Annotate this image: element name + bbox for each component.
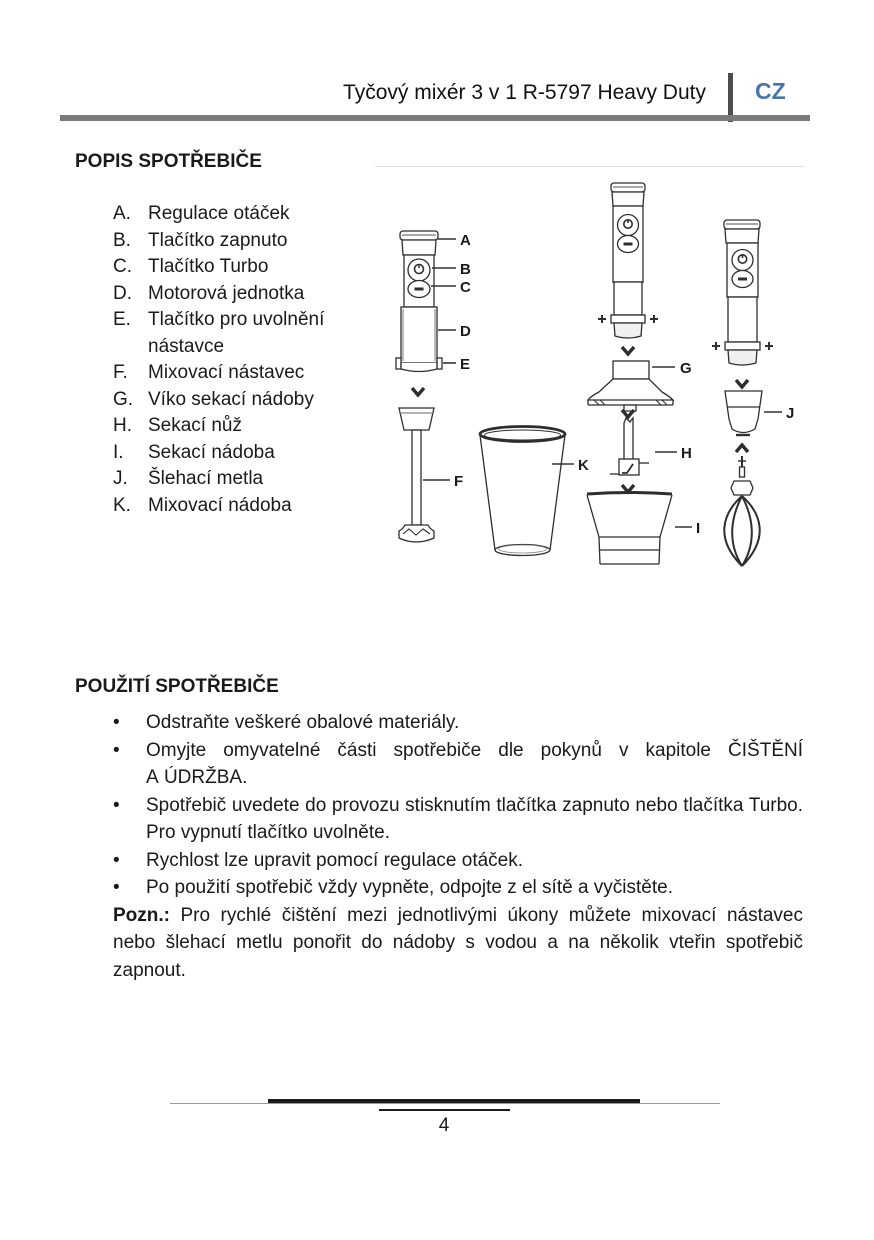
down-arrow-icon	[736, 380, 748, 387]
appliance-diagram-svg	[375, 167, 805, 626]
language-badge: CZ	[755, 78, 786, 104]
list-item	[113, 387, 353, 414]
motor-unit-middle	[611, 183, 645, 338]
down-arrow-icon	[622, 347, 634, 354]
blending-shaft	[399, 408, 434, 542]
bullet-text: Spotřebič uvedete do provozu stisknutím tlačítka zapnuto nebo tlačítka Turbo. Pro vypnutí tlačítko uvolněte.	[146, 794, 803, 843]
note-text: Pro rychlé čištění mezi jednotlivými úkony můžete mixovací nástavec nebo šlehací metlu ponořit do nádoby s vodou a na několik vteřin spotřebič zapnout.	[113, 904, 803, 981]
item-label: Mixovací nádoba	[148, 494, 292, 516]
bullet-text: Omyjte omyvatelné části spotřebiče dle pokynů v kapitole ČIŠTĚNÍ A ÚDRŽBA.	[146, 739, 803, 788]
list-item	[113, 201, 353, 228]
note-label: Pozn.:	[113, 904, 170, 926]
item-label: Sekací nádoba	[148, 441, 275, 463]
list-item	[113, 466, 353, 493]
description-heading: POPIS SPOTŘEBIČE	[75, 151, 262, 172]
whisk-gearbox	[725, 391, 762, 435]
bullet-text: Po použití spotřebič vždy vypněte, odpojte z el sítě a vyčistěte.	[146, 877, 673, 898]
item-letter: H.	[113, 415, 132, 436]
item-label: Šlehací metla	[148, 468, 264, 489]
up-arrow-icon	[736, 445, 748, 452]
item-letter: G.	[113, 388, 134, 410]
list-item	[113, 254, 353, 281]
item-label: Víko sekací nádoby	[148, 388, 314, 410]
item-label: Sekací nůž	[148, 415, 242, 436]
appliance-diagram	[375, 166, 805, 626]
callout-letter-b: B	[460, 261, 471, 278]
item-letter: A.	[113, 203, 131, 224]
motor-unit-front	[396, 231, 442, 372]
item-letter: B.	[113, 229, 131, 251]
callout-letter-g: G	[680, 360, 692, 377]
bullet-icon: •	[113, 794, 120, 816]
item-label: Tlačítko zapnuto	[148, 229, 288, 251]
item-label: Tlačítko pro uvolnění nástavce	[148, 309, 325, 357]
item-letter: D.	[113, 282, 132, 304]
parts-list	[113, 201, 353, 519]
usage-body	[113, 709, 803, 984]
list-item	[113, 440, 353, 467]
callout-letter-d: D	[460, 323, 471, 340]
list-item	[113, 493, 353, 520]
motor-unit-right	[724, 220, 760, 365]
callout-letter-j: J	[786, 405, 795, 422]
item-letter: K.	[113, 494, 131, 516]
whisk	[724, 456, 759, 566]
list-item	[113, 360, 353, 387]
callout-letter-i: I	[696, 520, 701, 537]
callout-letter-a: A	[460, 232, 471, 249]
callout-letter-h: H	[681, 445, 692, 462]
item-letter: C.	[113, 256, 132, 277]
bullet-text: Odstraňte veškeré obalové materiály.	[146, 712, 460, 733]
callout-letter-k: K	[578, 457, 589, 474]
list-item	[113, 307, 353, 360]
item-letter: F.	[113, 362, 128, 383]
item-label: Mixovací nástavec	[148, 362, 305, 383]
page-number: 4	[438, 1115, 450, 1136]
bullet-item	[113, 792, 803, 847]
bullet-item	[113, 737, 803, 792]
bullet-icon: •	[113, 739, 120, 761]
bullet-icon: •	[113, 712, 120, 733]
item-letter: E.	[113, 309, 131, 330]
callout-letter-f: F	[454, 473, 464, 490]
chopper-lid	[588, 361, 673, 411]
down-arrow-icon	[412, 388, 424, 395]
bullet-icon: •	[113, 877, 120, 898]
item-letter: I.	[113, 441, 124, 463]
footer-rule-short	[379, 1109, 510, 1111]
page-title: Tyčový mixér 3 v 1 R-5797 Heavy Duty	[343, 81, 706, 104]
mixing-beaker	[480, 427, 565, 556]
header-rule	[60, 115, 810, 121]
item-label: Regulace otáček	[148, 203, 290, 224]
list-item	[113, 281, 353, 308]
bullet-icon: •	[113, 849, 120, 871]
bullet-item	[113, 874, 803, 902]
bullet-item	[113, 847, 803, 875]
list-item	[113, 228, 353, 255]
callout-letter-c: C	[460, 279, 471, 296]
bullet-item	[113, 709, 803, 737]
usage-heading: POUŽITÍ SPOTŘEBIČE	[75, 676, 279, 697]
item-label: Motorová jednotka	[148, 282, 305, 304]
usage-note	[113, 902, 803, 985]
item-letter: J.	[113, 468, 128, 489]
down-arrow-icon	[622, 485, 634, 492]
footer-rule-light	[170, 1103, 720, 1104]
list-item	[113, 413, 353, 440]
chopper-bowl	[587, 493, 672, 565]
callout-letter-e: E	[460, 356, 471, 373]
item-label: Tlačítko Turbo	[148, 256, 269, 277]
chopping-blade	[610, 418, 649, 475]
bullet-text: Rychlost lze upravit pomocí regulace otáček.	[146, 849, 524, 871]
footer-rule-dark	[268, 1099, 640, 1103]
